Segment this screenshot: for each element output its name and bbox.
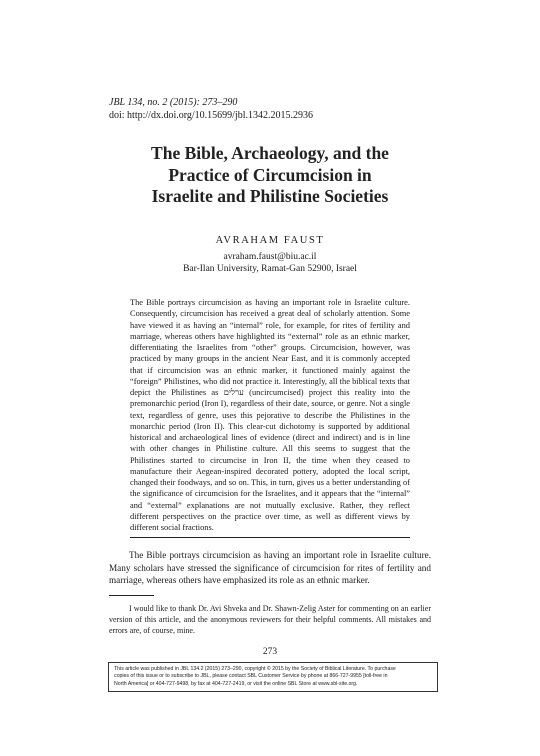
- author-email[interactable]: avraham.faust@biu.ac.il: [223, 252, 317, 262]
- doi-link[interactable]: doi: http://dx.doi.org/10.15699/jbl.1342.2015.2936: [109, 110, 313, 121]
- footnote-divider: [109, 595, 154, 596]
- title-line: Israelite and Philistine Societies: [151, 186, 389, 206]
- abstract-divider: [130, 537, 410, 538]
- body-paragraph: The Bible portrays circumcision as having an important role in Israelite culture. Many scholars have stressed the significance of circumcision for rites of fertility and marriage, whereas others have emphasized its role as an ethnic marker.: [109, 550, 431, 586]
- copyright-line: This article was published in JBL 134.2 (2015) 273–290, copyright © 2015 by the Society of Biblical Literature. To purchase: [114, 666, 396, 672]
- copyright-line: copies of this issue or to subscribe to JBL, please contact SBL Customer Service by phone at 866-727-9955 [toll-free in: [114, 673, 388, 680]
- title-line: Practice of Circumcision in: [168, 164, 372, 185]
- article-title: [100, 143, 440, 208]
- author-affiliation: Bar-Ilan University, Ramat-Gan 52900, Israel: [183, 264, 357, 274]
- copyright-line: North America] or 404-727-9498, by fax at 404-727-2419, or visit the online SBL Store at www.sbl-site.org.: [114, 680, 358, 687]
- author-name: AVRAHAM FAUST: [215, 235, 325, 246]
- page-number: 273: [262, 647, 278, 657]
- copyright-notice: [108, 662, 438, 692]
- journal-citation: JBL 134, no. 2 (2015): 273–290: [109, 97, 238, 108]
- footnote: I would like to thank Dr. Avi Shveka and Dr. Shawn-Zelig Aster for commenting on an earlier version of this article, and the anonymous reviewers for their helpful comments. All mistakes and errors are, of course, mine.: [109, 604, 431, 635]
- abstract: The Bible portrays circumcision as having an important role in Israelite culture. Consequently, circumcision has received a great deal of scholarly attention. Some have viewed it as having an “internal” role, for example, for rites of fertility and marriage, whereas others have highlighted its “external” role as an ethnic marker, differentiating the Israelites from “other” groups. Circumcision, however, was practiced by many groups in the ancient Near East, and it is commonly accepted that if circumcision was an ethnic marker, it functioned mainly against the “foreign” Philistines, who did not practice it. Interestingly, all the biblical texts that depict the Philistines as ערלים (uncircumcised) project this reality into the premonarchic period (Iron I), regardless of their date, source, or genre. Not a single text, regardless of genre, uses this pejorative to describe the Philistines in the monarchic period (Iron II). This clear-cut dichotomy is supported by additional historical and archaeological lines of evidence (direct and indirect) and is in line with other changes in Philistine culture. All this seems to suggest that the Philistines started to circumcise in Iron II, the time when they ceased to manufacture their Aegean-inspired decorated pottery, adopted the local script, changed their foodways, and so on. This, in turn, gives us a better understanding of the significance of circumcision for the Israelites, and it appears that the “internal” and “external” explanations are not mutually exclusive. Rather, they reflect different perspectives on the practice over time, as well as different views by different social fractions.: [130, 298, 411, 532]
- title-line: The Bible, Archaeology, and the: [151, 143, 389, 163]
